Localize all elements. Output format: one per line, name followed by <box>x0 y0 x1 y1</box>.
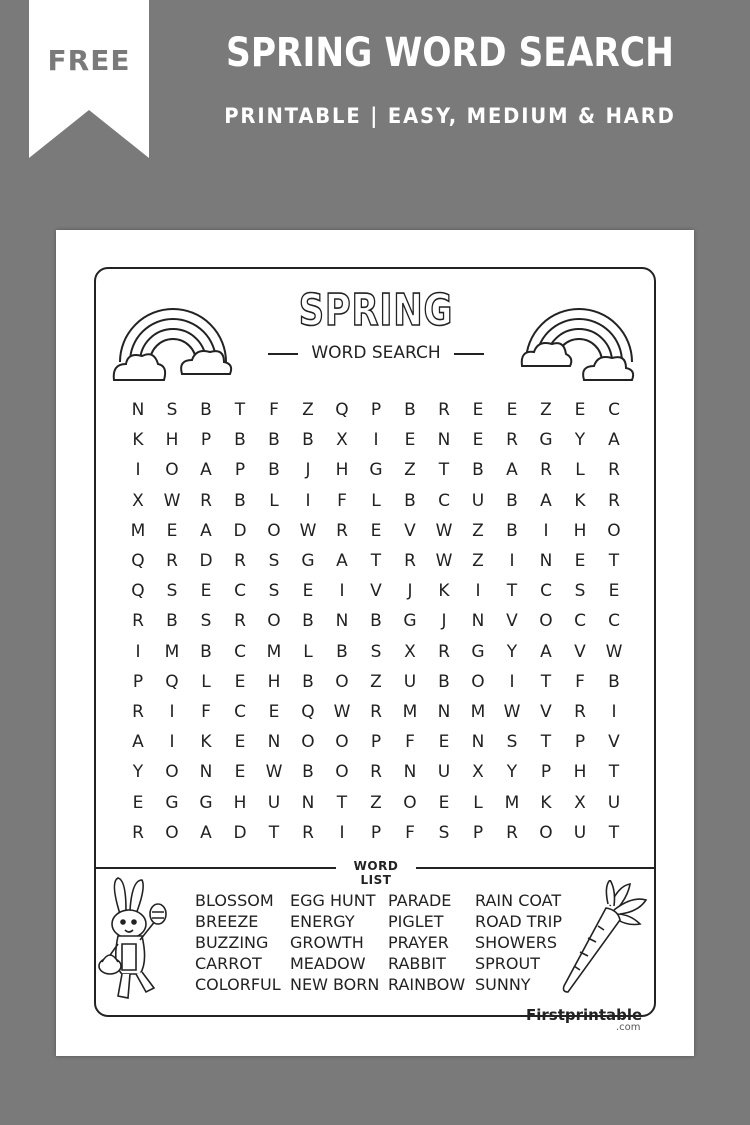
grid-letter: L <box>269 490 279 511</box>
grid-letter: W <box>503 701 521 722</box>
grid-letter: I <box>135 460 141 481</box>
grid-letter: D <box>233 822 247 843</box>
grid-letter: H <box>233 792 247 813</box>
grid-letter: V <box>506 611 518 632</box>
grid-letter: C <box>608 400 620 421</box>
grid-letter: K <box>540 792 552 813</box>
grid-row <box>121 486 631 516</box>
grid-letter: W <box>299 520 317 541</box>
brand-logo-suffix: .com <box>616 1022 641 1033</box>
grid-letter: P <box>540 762 552 783</box>
grid-letter: U <box>403 671 417 692</box>
word-list-item: RABBIT <box>388 954 446 973</box>
grid-letter: M <box>470 701 486 722</box>
grid-letter: O <box>403 792 417 813</box>
grid-row <box>121 697 631 727</box>
grid-letter: Z <box>540 400 552 421</box>
grid-letter: R <box>574 701 586 722</box>
grid-letter: P <box>132 671 144 692</box>
free-ribbon-badge <box>29 0 149 158</box>
grid-letter: B <box>506 490 518 511</box>
grid-letter: R <box>370 701 382 722</box>
grid-letter: O <box>165 822 179 843</box>
grid-letter: C <box>540 581 552 602</box>
word-list-item: PRAYER <box>388 933 449 952</box>
grid-letter: L <box>201 671 211 692</box>
grid-row <box>121 637 631 667</box>
word-list-item: BLOSSOM <box>195 891 274 910</box>
grid-letter: S <box>268 551 280 572</box>
grid-letter: B <box>336 641 348 662</box>
grid-letter: E <box>404 430 416 451</box>
worksheet <box>56 230 694 1056</box>
grid-letter: G <box>199 792 213 813</box>
page-subtitle: PRINTABLE | EASY, MEDIUM & HARD <box>224 104 676 128</box>
grid-letter: A <box>200 460 212 481</box>
word-list-item: ROAD TRIP <box>475 912 563 931</box>
grid-row <box>121 546 631 576</box>
grid-letter: E <box>234 732 246 753</box>
grid-row <box>121 455 631 485</box>
grid-letter: E <box>370 520 382 541</box>
rainbow-icon <box>518 282 640 386</box>
grid-letter: N <box>471 611 485 632</box>
grid-letter: Y <box>506 641 518 662</box>
grid-letter: A <box>540 641 552 662</box>
grid-letter: B <box>166 611 178 632</box>
grid-letter: I <box>509 551 515 572</box>
grid-letter: R <box>404 551 416 572</box>
grid-letter: T <box>234 400 246 421</box>
grid-letter: C <box>438 490 450 511</box>
grid-letter: Q <box>131 551 145 572</box>
grid-letter: U <box>267 792 281 813</box>
grid-letter: T <box>540 671 552 692</box>
grid-letter: R <box>166 551 178 572</box>
grid-letter: L <box>303 641 313 662</box>
word-list-item: COLORFUL <box>195 975 281 994</box>
grid-letter: Q <box>131 581 145 602</box>
grid-letter: A <box>132 732 144 753</box>
grid-letter: E <box>132 792 144 813</box>
grid-letter: O <box>471 671 485 692</box>
grid-letter: E <box>472 400 484 421</box>
grid-letter: B <box>404 400 416 421</box>
grid-letter: L <box>371 490 381 511</box>
grid-letter: C <box>234 581 246 602</box>
grid-letter: A <box>506 460 518 481</box>
grid-letter: E <box>574 400 586 421</box>
grid-letter: O <box>165 762 179 783</box>
grid-letter: N <box>267 732 281 753</box>
word-list-item: EGG HUNT <box>290 891 376 910</box>
grid-letter: S <box>370 641 382 662</box>
grid-letter: R <box>438 641 450 662</box>
brand-logo: Firstprintable <box>526 1006 643 1024</box>
word-list-item: ENERGY <box>290 912 355 931</box>
word-list-item: PIGLET <box>388 912 444 931</box>
grid-letter: P <box>234 460 246 481</box>
grid-letter: B <box>234 430 246 451</box>
grid-letter: U <box>607 792 621 813</box>
grid-letter: B <box>302 762 314 783</box>
grid-letter: R <box>302 822 314 843</box>
grid-letter: B <box>234 490 246 511</box>
sheet-title: SPRING <box>298 285 454 336</box>
grid-letter: T <box>540 732 552 753</box>
grid-letter: T <box>608 822 620 843</box>
grid-letter: M <box>504 792 520 813</box>
grid-letter: E <box>200 581 212 602</box>
grid-letter: I <box>169 701 175 722</box>
grid-letter: G <box>471 641 485 662</box>
word-column <box>388 890 465 995</box>
grid-row <box>121 727 631 757</box>
grid-letter: R <box>336 520 348 541</box>
word-list-item: RAINBOW <box>388 975 466 994</box>
grid-row <box>121 606 631 636</box>
grid-letter: K <box>438 581 450 602</box>
grid-letter: I <box>305 490 311 511</box>
grid-letter: I <box>339 581 345 602</box>
grid-row <box>121 818 631 848</box>
word-list-item: SHOWERS <box>475 933 557 952</box>
grid-letter: F <box>405 822 415 843</box>
grid-letter: R <box>608 460 620 481</box>
grid-letter: O <box>335 671 349 692</box>
grid-letter: R <box>370 762 382 783</box>
grid-letter: H <box>165 430 179 451</box>
grid-letter: F <box>201 701 211 722</box>
grid-letter: F <box>337 490 347 511</box>
grid-letter: G <box>165 792 179 813</box>
grid-letter: K <box>574 490 586 511</box>
grid-letter: U <box>437 762 451 783</box>
word-column <box>195 890 281 995</box>
grid-letter: O <box>335 762 349 783</box>
grid-row <box>121 516 631 546</box>
letter-grid <box>121 395 631 848</box>
grid-letter: I <box>135 641 141 662</box>
grid-letter: N <box>539 551 553 572</box>
grid-letter: Q <box>335 400 349 421</box>
grid-letter: S <box>438 822 450 843</box>
grid-letter: Z <box>370 671 382 692</box>
grid-letter: Z <box>302 400 314 421</box>
grid-letter: C <box>234 641 246 662</box>
grid-letter: T <box>438 460 450 481</box>
grid-letter: J <box>407 581 413 602</box>
word-list-item: GROWTH <box>290 933 364 952</box>
word-list-item: BREEZE <box>195 912 259 931</box>
grid-letter: Y <box>132 762 144 783</box>
grid-letter: B <box>268 430 280 451</box>
grid-letter: D <box>233 520 247 541</box>
grid-letter: Q <box>165 671 179 692</box>
grid-letter: O <box>607 520 621 541</box>
grid-letter: K <box>132 430 144 451</box>
bunny-icon <box>96 874 176 1004</box>
grid-letter: R <box>506 822 518 843</box>
grid-letter: B <box>506 520 518 541</box>
grid-letter: A <box>200 520 212 541</box>
grid-letter: R <box>234 611 246 632</box>
grid-letter: R <box>438 400 450 421</box>
grid-letter: E <box>302 581 314 602</box>
grid-letter: R <box>234 551 246 572</box>
grid-letter: N <box>335 611 349 632</box>
grid-letter: S <box>574 581 586 602</box>
grid-letter: N <box>403 762 417 783</box>
grid-row <box>121 425 631 455</box>
grid-letter: H <box>573 762 587 783</box>
grid-letter: L <box>575 460 585 481</box>
grid-row <box>121 667 631 697</box>
grid-letter: I <box>339 822 345 843</box>
grid-letter: H <box>267 671 281 692</box>
grid-letter: Z <box>472 520 484 541</box>
grid-row <box>121 757 631 787</box>
word-list-label: WORD LIST <box>336 859 416 887</box>
grid-letter: Z <box>370 792 382 813</box>
grid-letter: E <box>166 520 178 541</box>
grid-letter: P <box>200 430 212 451</box>
grid-letter: B <box>302 430 314 451</box>
grid-letter: E <box>608 581 620 602</box>
grid-letter: R <box>506 430 518 451</box>
grid-row <box>121 576 631 606</box>
grid-letter: W <box>605 641 623 662</box>
grid-letter: G <box>369 460 383 481</box>
grid-letter: S <box>166 400 178 421</box>
grid-letter: E <box>438 732 450 753</box>
grid-letter: N <box>131 400 145 421</box>
grid-letter: Z <box>404 460 416 481</box>
grid-letter: G <box>403 611 417 632</box>
grid-row <box>121 787 631 817</box>
word-list-item: PARADE <box>388 891 452 910</box>
grid-letter: A <box>336 551 348 572</box>
page-title: SPRING WORD SEARCH <box>226 30 674 76</box>
grid-letter: V <box>370 581 382 602</box>
grid-letter: O <box>539 822 553 843</box>
carrot-icon <box>558 880 648 1000</box>
grid-letter: W <box>163 490 181 511</box>
grid-letter: E <box>268 701 280 722</box>
grid-letter: Z <box>472 551 484 572</box>
grid-letter: H <box>335 460 349 481</box>
grid-letter: T <box>608 551 620 572</box>
word-list-item: BUZZING <box>195 933 269 952</box>
grid-letter: B <box>438 671 450 692</box>
grid-letter: B <box>472 460 484 481</box>
grid-letter: T <box>370 551 382 572</box>
grid-letter: K <box>200 732 212 753</box>
grid-letter: X <box>336 430 348 451</box>
grid-letter: V <box>404 520 416 541</box>
grid-letter: A <box>200 822 212 843</box>
grid-letter: M <box>402 701 418 722</box>
free-label: FREE <box>47 44 131 77</box>
grid-letter: Y <box>506 762 518 783</box>
grid-letter: I <box>169 732 175 753</box>
grid-letter: S <box>506 732 518 753</box>
grid-letter: E <box>472 430 484 451</box>
word-list-item: RAIN COAT <box>475 891 562 910</box>
grid-letter: S <box>268 581 280 602</box>
grid-letter: E <box>234 762 246 783</box>
grid-letter: E <box>438 792 450 813</box>
word-list-item: CARROT <box>195 954 262 973</box>
grid-letter: P <box>472 822 484 843</box>
word-list-item: NEW BORN <box>290 975 380 994</box>
grid-letter: C <box>574 611 586 632</box>
grid-letter: M <box>130 520 146 541</box>
grid-letter: C <box>234 701 246 722</box>
grid-letter: B <box>200 641 212 662</box>
grid-letter: T <box>506 581 518 602</box>
grid-letter: F <box>269 400 279 421</box>
grid-letter: R <box>200 490 212 511</box>
grid-letter: B <box>268 460 280 481</box>
grid-letter: N <box>471 732 485 753</box>
grid-letter: M <box>266 641 282 662</box>
grid-letter: N <box>301 792 315 813</box>
grid-letter: O <box>335 732 349 753</box>
grid-letter: B <box>370 611 382 632</box>
grid-row <box>121 395 631 425</box>
grid-letter: N <box>437 430 451 451</box>
grid-letter: I <box>373 430 379 451</box>
grid-letter: E <box>574 551 586 572</box>
grid-letter: T <box>268 822 280 843</box>
grid-letter: I <box>543 520 549 541</box>
word-list-item: SUNNY <box>475 975 531 994</box>
grid-letter: V <box>608 732 620 753</box>
grid-letter: B <box>302 611 314 632</box>
grid-letter: R <box>132 611 144 632</box>
grid-letter: B <box>608 671 620 692</box>
grid-letter: F <box>575 671 585 692</box>
grid-letter: P <box>574 732 586 753</box>
rainbow-icon <box>112 282 234 386</box>
grid-letter: T <box>608 762 620 783</box>
grid-letter: H <box>573 520 587 541</box>
grid-letter: D <box>199 551 213 572</box>
grid-letter: O <box>301 732 315 753</box>
grid-letter: A <box>540 490 552 511</box>
grid-letter: O <box>267 520 281 541</box>
grid-letter: W <box>435 520 453 541</box>
grid-letter: J <box>305 460 311 481</box>
grid-letter: N <box>437 701 451 722</box>
grid-letter: Y <box>574 430 586 451</box>
grid-letter: B <box>302 671 314 692</box>
grid-letter: O <box>165 460 179 481</box>
grid-letter: W <box>333 701 351 722</box>
grid-letter: I <box>509 671 515 692</box>
word-list-item: MEADOW <box>290 954 366 973</box>
grid-letter: B <box>200 400 212 421</box>
grid-letter: I <box>611 701 617 722</box>
grid-letter: P <box>370 400 382 421</box>
grid-letter: R <box>608 490 620 511</box>
grid-letter: W <box>435 551 453 572</box>
grid-letter: A <box>608 430 620 451</box>
sheet-heading: WORD SEARCH <box>311 343 441 363</box>
grid-letter: V <box>540 701 552 722</box>
grid-letter: S <box>166 581 178 602</box>
grid-letter: X <box>472 762 484 783</box>
word-list-item: SPROUT <box>475 954 540 973</box>
grid-letter: G <box>301 551 315 572</box>
word-column <box>475 890 562 995</box>
grid-letter: B <box>404 490 416 511</box>
grid-letter: V <box>574 641 586 662</box>
word-column <box>290 890 379 995</box>
grid-letter: N <box>199 762 213 783</box>
grid-letter: R <box>132 701 144 722</box>
grid-letter: X <box>574 792 586 813</box>
grid-letter: U <box>573 822 587 843</box>
grid-letter: O <box>267 611 281 632</box>
grid-letter: P <box>370 732 382 753</box>
grid-letter: F <box>405 732 415 753</box>
grid-letter: I <box>475 581 481 602</box>
grid-letter: E <box>234 671 246 692</box>
grid-letter: C <box>608 611 620 632</box>
grid-letter: O <box>539 611 553 632</box>
grid-letter: S <box>200 611 212 632</box>
grid-letter: Q <box>301 701 315 722</box>
grid-letter: G <box>539 430 553 451</box>
grid-letter: J <box>441 611 447 632</box>
ribbon-shape <box>29 0 149 158</box>
grid-letter: L <box>473 792 483 813</box>
grid-letter: X <box>404 641 416 662</box>
grid-letter: P <box>370 822 382 843</box>
grid-letter: E <box>506 400 518 421</box>
grid-letter: M <box>164 641 180 662</box>
grid-letter: R <box>132 822 144 843</box>
grid-letter: T <box>336 792 348 813</box>
grid-letter: X <box>132 490 144 511</box>
heading-rule-right <box>454 353 484 355</box>
grid-letter: R <box>540 460 552 481</box>
grid-letter: W <box>265 762 283 783</box>
grid-letter: U <box>471 490 485 511</box>
